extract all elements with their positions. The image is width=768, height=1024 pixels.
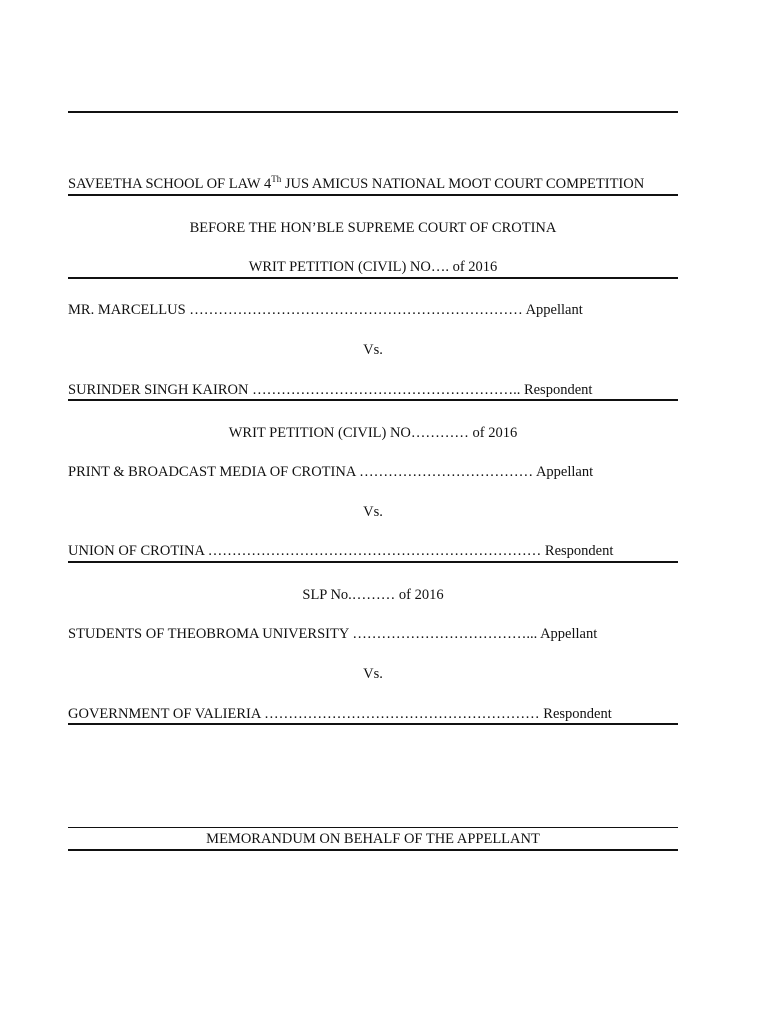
respondent-line: GOVERNMENT OF VALIERIA ………………………………………………… Respondent (68, 706, 612, 722)
petition-title: WRIT PETITION (CIVIL) NO…. of 2016 (248, 259, 498, 275)
competition-underline (68, 194, 678, 196)
court-title: BEFORE THE HON’BLE SUPREME COURT OF CROTINA (189, 220, 557, 236)
versus-label: Vs. (363, 504, 383, 520)
petition-title: WRIT PETITION (CIVIL) NO………… of 2016 (228, 425, 518, 441)
appellant-line: MR. MARCELLUS …………………………………………………………… Appellant (68, 302, 583, 318)
appellant-line: PRINT & BROADCAST MEDIA OF CROTINA ……………………………… Appellant (68, 464, 594, 480)
section-rule (68, 723, 678, 725)
respondent-line: SURINDER SINGH KAIRON ……………………………………………….. Respondent (68, 382, 593, 398)
memorandum-bottom-rule (68, 849, 678, 851)
section-rule (68, 399, 678, 401)
memorandum-title: MEMORANDUM ON BEHALF OF THE APPELLANT (206, 831, 540, 847)
section-rule (68, 561, 678, 563)
versus-label: Vs. (363, 666, 383, 682)
appellant-line: STUDENTS OF THEOBROMA UNIVERSITY ………………………………... Appellant (68, 626, 598, 642)
competition-title: SAVEETHA SCHOOL OF LAW 4Th JUS AMICUS NATIONAL MOOT COURT COMPETITION (68, 174, 645, 192)
respondent-line: UNION OF CROTINA …………………………………………………………… Respondent (68, 543, 614, 559)
ordinal-superscript: Th (271, 174, 282, 184)
section-rule (68, 277, 678, 279)
petition-title: SLP No.……… of 2016 (302, 587, 444, 603)
memorandum-top-rule (68, 827, 678, 828)
top-rule (68, 111, 678, 113)
versus-label: Vs. (363, 342, 383, 358)
